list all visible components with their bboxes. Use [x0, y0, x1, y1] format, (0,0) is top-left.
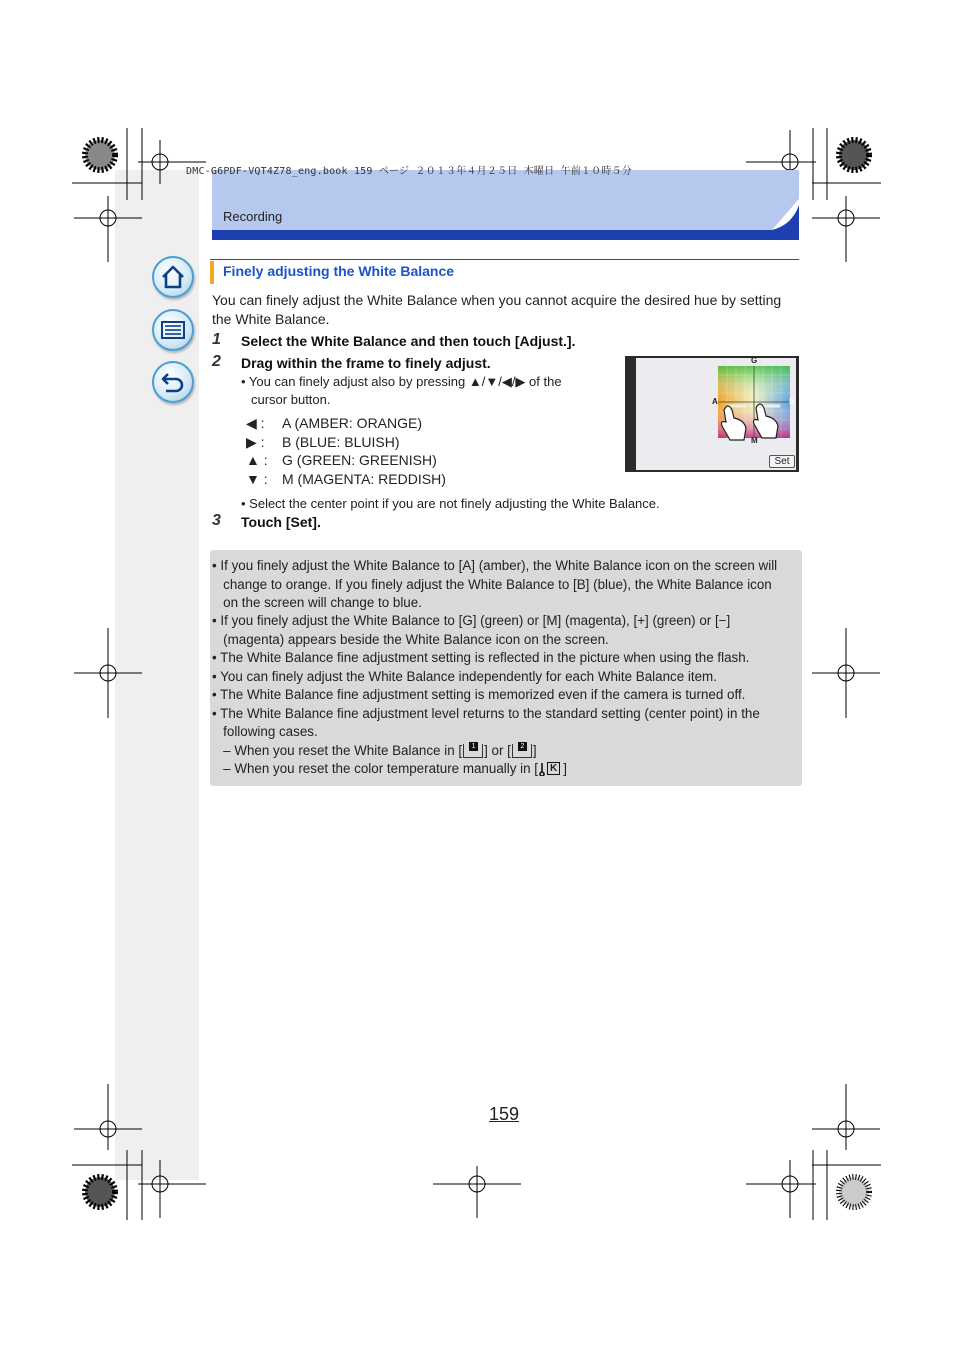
note-line	[212, 743, 537, 758]
direction-row	[246, 471, 546, 489]
direction-value: G (GREEN: GREENISH)	[282, 452, 437, 468]
set-button[interactable]: Set	[769, 455, 795, 468]
direction-value: A (AMBER: ORANGE)	[282, 415, 423, 431]
step-number: 1	[212, 331, 221, 348]
direction-key: ◀ :	[246, 415, 265, 431]
note-line: • If you finely adjust the White Balance to [A] (amber), the White Balance icon on the screen will	[212, 558, 778, 573]
note-text: – When you reset the White Balance in [	[212, 743, 463, 758]
direction-row	[246, 415, 546, 433]
note-line: on the screen will change to blue.	[212, 595, 422, 610]
step-text: Drag within the frame to finely adjust.	[241, 355, 491, 371]
direction-row	[246, 434, 546, 452]
page-number: 159	[489, 1104, 520, 1124]
home-icon	[160, 264, 186, 290]
note-text: ]	[563, 761, 567, 776]
color-temperature-icon: K	[539, 762, 560, 776]
wb-adjust-graphic	[636, 358, 796, 470]
step-number: 3	[212, 512, 221, 529]
note-line: • If you finely adjust the White Balance to [G] (green) or [M] (magenta), [+] (green) or [−]	[212, 613, 731, 628]
wb-m-label: M	[751, 436, 758, 445]
contents-list-icon	[160, 317, 186, 343]
note-line: (magenta) appears beside the White Balance icon on the screen.	[212, 632, 609, 647]
wb-g-label: G	[751, 356, 758, 365]
direction-value: M (MAGENTA: REDDISH)	[282, 471, 446, 487]
note-line: following cases.	[212, 724, 318, 739]
direction-row	[246, 452, 546, 470]
header-section-label: Recording	[223, 209, 283, 224]
print-info: DMC-G6PDF-VQT4Z78_eng.book 159 ページ ２０１３年４月２５日 木曜日 午前１０時５分	[186, 166, 632, 177]
note-line: • The White Balance fine adjustment setting is memorized even if the camera is turned off.	[212, 687, 746, 702]
center-point-note: • Select the center point if you are not finely adjusting the White Balance.	[241, 496, 660, 511]
direction-key: ▶ :	[246, 434, 265, 450]
direction-value: B (BLUE: BLUISH)	[282, 434, 400, 450]
note-line: • The White Balance fine adjustment level returns to the standard setting (center point) in the	[212, 706, 760, 721]
direction-key: ▼ :	[246, 471, 268, 487]
wb-preset2-icon: 2	[512, 744, 532, 758]
note-text: ]	[532, 743, 537, 758]
note-line: • The White Balance fine adjustment setting is reflected in the picture when using the flash.	[212, 650, 750, 665]
note-text: ] or [	[484, 743, 511, 758]
wb-a-label: A	[712, 397, 718, 406]
step-text: Select the White Balance and then touch [Adjust.].	[241, 333, 576, 349]
note-line	[212, 761, 567, 776]
step-number: 2	[212, 353, 221, 370]
note-line: • You can finely adjust the White Balance independently for each White Balance item.	[212, 669, 717, 684]
wb-preset1-icon: 1	[463, 744, 483, 758]
note-line: change to orange. If you finely adjust the White Balance to [B] (blue), the White Balance icon	[212, 577, 772, 592]
contents-button[interactable]	[152, 309, 194, 351]
step-text: Touch [Set].	[241, 514, 321, 530]
direction-key: ▲ :	[246, 452, 268, 468]
note-text: – When you reset the color temperature manually in [	[212, 761, 538, 776]
section-title: Finely adjusting the White Balance	[223, 263, 455, 279]
back-arrow-icon	[160, 369, 186, 395]
wb-b-label: B	[789, 397, 795, 406]
step2-note-cont: cursor button.	[251, 392, 331, 407]
home-button[interactable]	[152, 256, 194, 298]
intro-text: You can finely adjust the White Balance when you cannot acquire the desired hue by setting the White Balance.	[212, 292, 782, 327]
step2-note: • You can finely adjust also by pressing ▲/▼/◀/▶ of the	[241, 374, 562, 389]
back-button[interactable]	[152, 361, 194, 403]
header-band	[212, 170, 799, 240]
section-title-accent	[210, 261, 214, 284]
